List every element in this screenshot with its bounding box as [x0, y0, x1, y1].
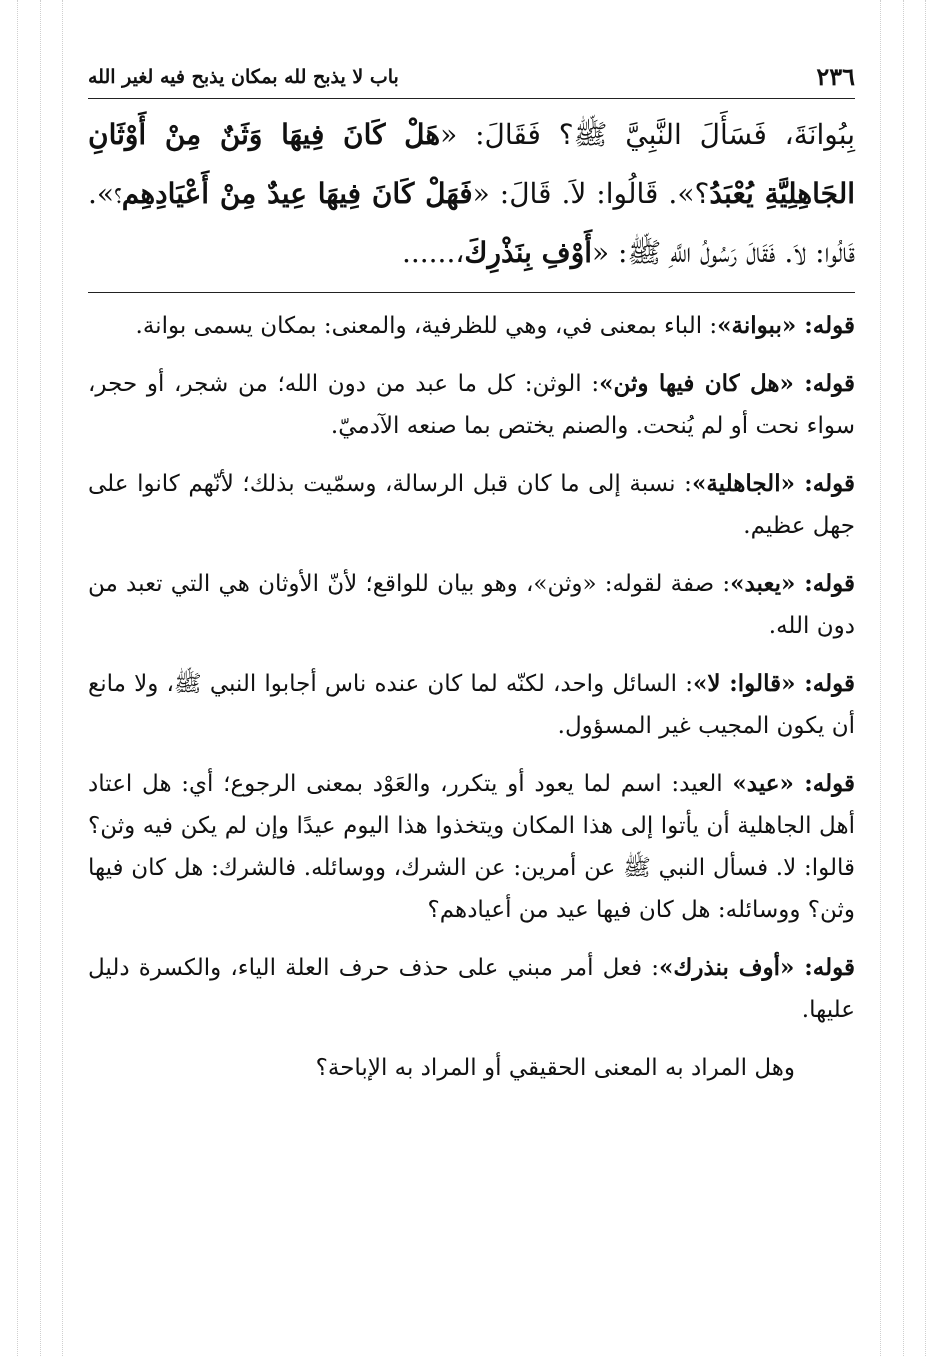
note-term: «أوف بنذرك» [659, 954, 795, 981]
page-number: ٢٣٦ [816, 62, 855, 91]
commentary-note [88, 947, 855, 1031]
commentary-note [88, 763, 855, 931]
margin-guide-line [17, 0, 18, 1356]
note-lead: قوله: [794, 470, 855, 497]
margin-guide-line [40, 0, 41, 1356]
continuation-dots: ،...... [401, 236, 465, 269]
note-text: : الوثن: كل ما عبد من دون الله؛ من شجر، أو حجر، سواء نحت أو لم يُنحت. والصنم يختص بما صنعه الآدميّ. [88, 371, 855, 439]
note-lead: قوله: [795, 670, 855, 697]
hadith-quote: فَهَلْ كَانَ فِيهَا عِيدٌ مِنْ أَعْيَادِهِم [121, 177, 473, 210]
note-text: : الباء بمعنى في، وهي للظرفية، والمعنى: بمكان يسمى بوانة. [135, 313, 718, 339]
note-term: «قالوا: لا» [692, 670, 796, 697]
commentary-note [88, 663, 855, 747]
running-title: باب لا يذبح لله بمكان يذبح فيه لغير الله [88, 66, 399, 88]
note-text: العيد: اسم لما يعود أو يتكرر، والعَوْد بمعنى الرجوع؛ أي: هل اعتاد أهل الجاهلية أن يأتوا إلى هذا المكان ويتخذوا هذا اليوم عيدًا وإن لم يكن فيه وثن؟ قالوا: لا. فسأل النبي ﷺ عن أمرين: عن الشرك، ووسائله. فالشرك: هل كان فيها وثن؟ ووسائله: هل كان فيها عيد من أعيادهم؟ [88, 771, 855, 923]
note-text: : فعل أمر مبني على حذف حرف العلة الياء، والكسرة دليل عليها. [88, 955, 855, 1023]
note-lead: قوله: [796, 312, 855, 339]
note-text: : صفة لقوله: «وثن»، وهو بيان للواقع؛ لأنّ الأوثان هي التي تعبد من دون الله. [88, 571, 855, 639]
note-lead: قوله: [795, 570, 855, 597]
note-term: «يعبد» [730, 570, 796, 597]
margin-guide-line [62, 0, 63, 1356]
hadith-quote: هَلْ كَانَ فِيهَا وَثَنٌ مِنْ أَوْثَانِ الجَاهِلِيَّةِ يُعْبَدُ [88, 118, 856, 210]
note-text: : السائل واحد، لكنّه لما كان عنده ناس أجابوا النبي ﷺ، ولا مانع أن يكون المجيب غير المسؤول. [88, 671, 855, 739]
commentary-note [88, 563, 855, 647]
hadith-narration: ؟». قَالُوا: لاَ. فَقَالَ رَسُولُ اللَّهِ ﷺ: « [88, 177, 855, 269]
hadith-text [88, 99, 855, 293]
note-term: «عيد» [732, 770, 794, 797]
closing-question: وهل المراد به المعنى الحقيقي أو المراد به الإباحة؟ [315, 1055, 795, 1081]
book-page [88, 40, 855, 1336]
commentary-note [88, 363, 855, 447]
commentary-note [88, 463, 855, 547]
note-term: «الجاهلية» [691, 470, 795, 497]
hadith-narration: ؟». قَالُوا: لاَ. قَالَ: « [472, 177, 710, 210]
note-lead: قوله: [793, 770, 855, 797]
hadith-narration: بِبُوانَةَ، فَسَأَلَ النَّبِيَّ ﷺ؟ فَقَالَ: « [440, 118, 855, 151]
commentary [88, 293, 855, 1089]
page-header [88, 40, 855, 99]
note-term: «ببوانة» [717, 312, 797, 339]
margin-guide-line [880, 0, 881, 1356]
note-text: : نسبة إلى ما كان قبل الرسالة، وسمّيت بذلك؛ لأنّهم كانوا على جهل عظيم. [88, 471, 855, 539]
margin-guide-line [903, 0, 904, 1356]
margin-guide-line [925, 0, 926, 1356]
note-term: «هل كان فيها وثن» [599, 370, 794, 397]
note-lead: قوله: [794, 954, 855, 981]
hadith-quote: أَوْفِ بِنَذْرِكَ [464, 236, 593, 269]
commentary-note [88, 305, 855, 347]
note-lead: قوله: [793, 370, 856, 397]
